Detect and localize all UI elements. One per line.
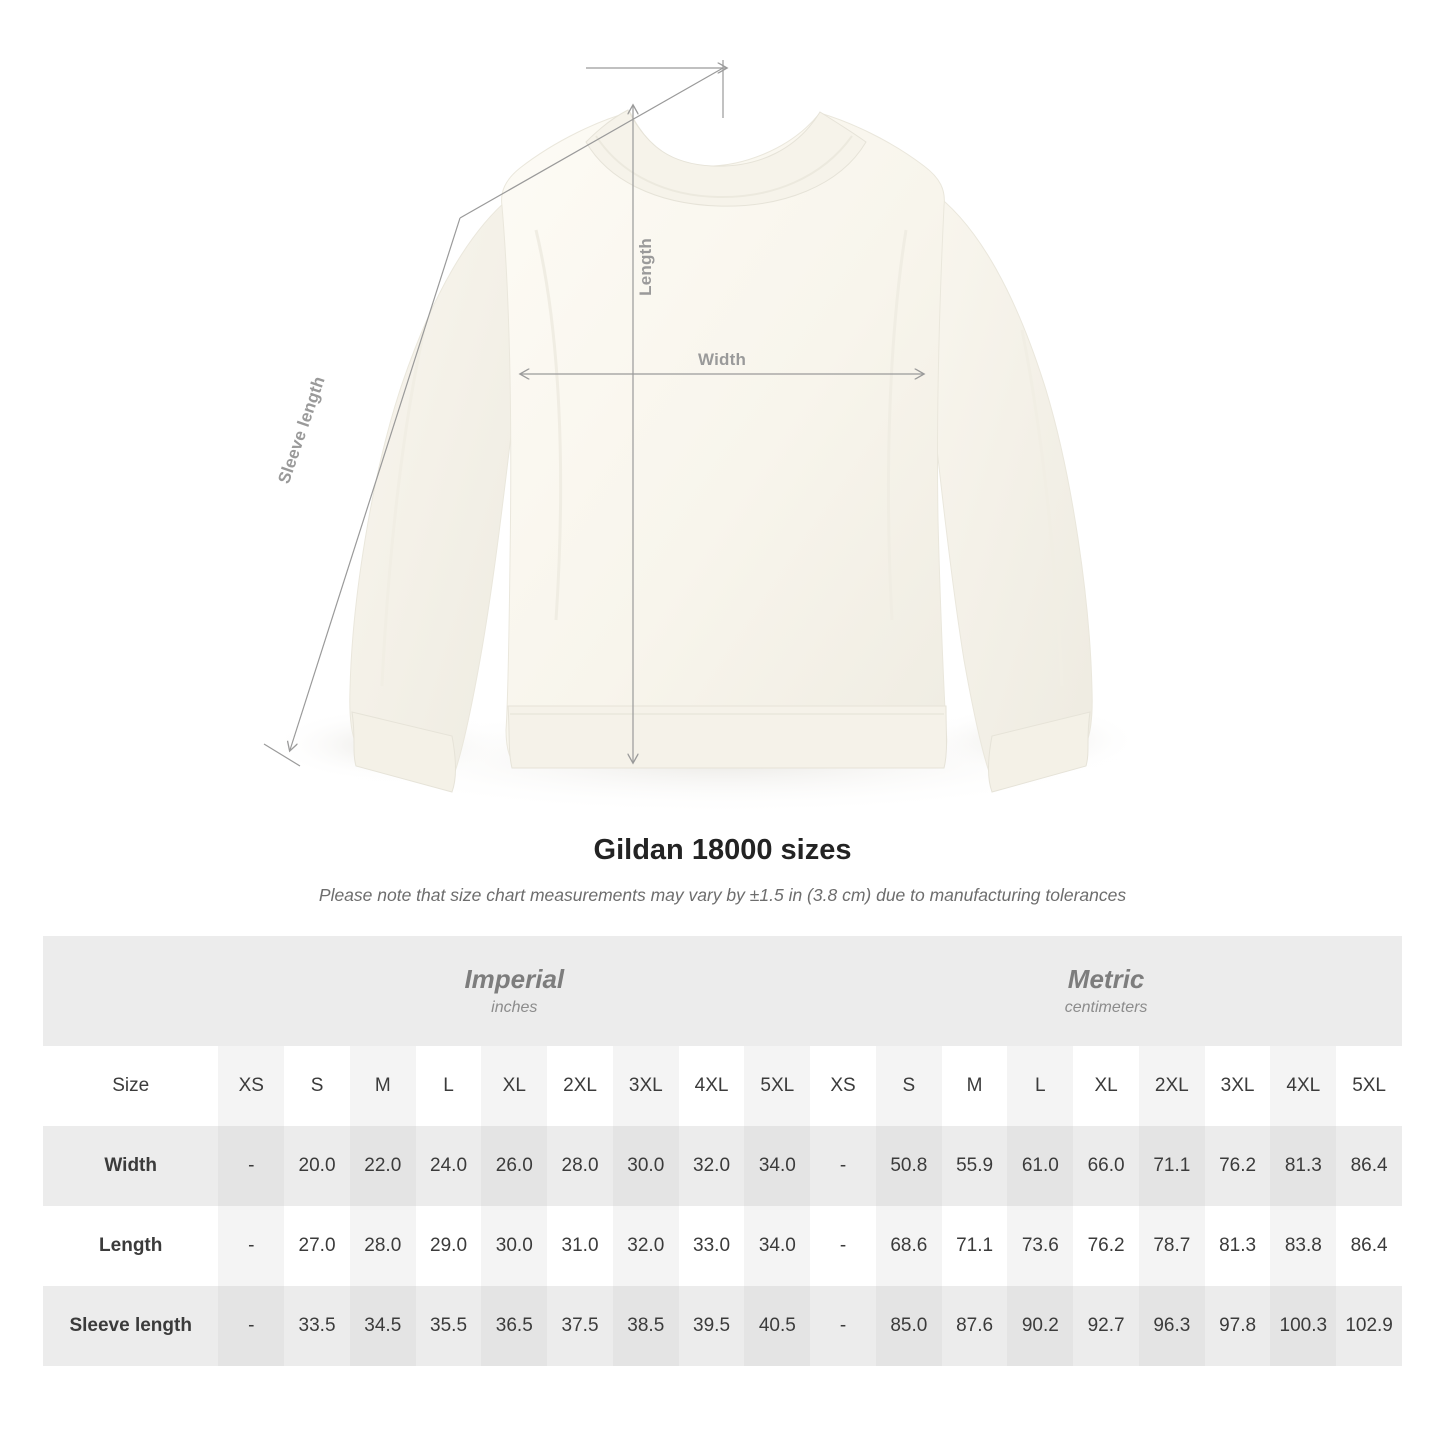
header-col-10: S — [876, 1046, 942, 1126]
cell: 85.0 — [876, 1286, 942, 1366]
cell: 68.6 — [876, 1206, 942, 1286]
header-size: Size — [43, 1046, 218, 1126]
cell: - — [810, 1206, 876, 1286]
cell: 28.0 — [350, 1206, 416, 1286]
cell: 76.2 — [1205, 1126, 1271, 1206]
cell: 33.0 — [679, 1206, 745, 1286]
length-label: Length — [636, 238, 655, 296]
cell: 81.3 — [1270, 1126, 1336, 1206]
cell: 76.2 — [1073, 1206, 1139, 1286]
header-col-12: L — [1007, 1046, 1073, 1126]
cell: - — [218, 1206, 284, 1286]
cell: 61.0 — [1007, 1126, 1073, 1206]
metric-name: Metric — [1067, 964, 1145, 995]
cell: 40.5 — [744, 1286, 810, 1366]
column-header-row — [43, 1046, 1402, 1126]
cell: 27.0 — [284, 1206, 350, 1286]
header-col-8: 5XL — [744, 1046, 810, 1126]
cell: 29.0 — [416, 1206, 482, 1286]
metric-sub: centimeters — [1064, 998, 1148, 1016]
cell: 30.0 — [613, 1126, 679, 1206]
cell: 31.0 — [547, 1206, 613, 1286]
cell: 100.3 — [1270, 1286, 1336, 1366]
header-col-13: XL — [1073, 1046, 1139, 1126]
header-col-3: L — [416, 1046, 482, 1126]
cell: - — [810, 1126, 876, 1206]
header-col-7: 4XL — [679, 1046, 745, 1126]
cell: 28.0 — [547, 1126, 613, 1206]
cell: 30.0 — [481, 1206, 547, 1286]
page-title: Gildan 18000 sizes — [593, 834, 852, 866]
width-label: Width — [698, 350, 747, 369]
header-col-6: 3XL — [613, 1046, 679, 1126]
cell: 92.7 — [1073, 1286, 1139, 1366]
header-col-5: 2XL — [547, 1046, 613, 1126]
cell: 36.5 — [481, 1286, 547, 1366]
imperial-name: Imperial — [464, 964, 565, 995]
cell: 35.5 — [416, 1286, 482, 1366]
header-col-14: 2XL — [1139, 1046, 1205, 1126]
cell: 55.9 — [942, 1126, 1008, 1206]
cell: 22.0 — [350, 1126, 416, 1206]
cell: 24.0 — [416, 1126, 482, 1206]
cell: 87.6 — [942, 1286, 1008, 1366]
header-col-15: 3XL — [1205, 1046, 1271, 1126]
cell: 83.8 — [1270, 1206, 1336, 1286]
cell: 86.4 — [1336, 1206, 1402, 1286]
unit-header-metric — [810, 936, 1402, 1046]
cell: - — [218, 1286, 284, 1366]
unit-header-row — [43, 936, 1402, 1046]
header-col-1: S — [284, 1046, 350, 1126]
cell: - — [810, 1286, 876, 1366]
row-label-sleeve-length: Sleeve length — [43, 1286, 218, 1366]
cell: 81.3 — [1205, 1206, 1271, 1286]
cell: 38.5 — [613, 1286, 679, 1366]
table-row — [43, 1286, 1402, 1366]
size-table-wrapper — [0, 936, 1445, 1366]
cell: 20.0 — [284, 1126, 350, 1206]
cell: 33.5 — [284, 1286, 350, 1366]
unit-header-spacer — [43, 936, 218, 1046]
cell: - — [218, 1126, 284, 1206]
cell: 71.1 — [1139, 1126, 1205, 1206]
cell: 50.8 — [876, 1126, 942, 1206]
unit-header-imperial — [218, 936, 810, 1046]
cell: 32.0 — [679, 1126, 745, 1206]
sleeve-length-label: Sleeve length — [274, 373, 329, 487]
header-col-9: XS — [810, 1046, 876, 1126]
cell: 90.2 — [1007, 1286, 1073, 1366]
row-label-width: Width — [43, 1126, 218, 1206]
cell: 66.0 — [1073, 1126, 1139, 1206]
cell: 34.0 — [744, 1126, 810, 1206]
cell: 37.5 — [547, 1286, 613, 1366]
cell: 102.9 — [1336, 1286, 1402, 1366]
cell: 96.3 — [1139, 1286, 1205, 1366]
cell: 71.1 — [942, 1206, 1008, 1286]
cell: 39.5 — [679, 1286, 745, 1366]
tolerance-note: Please note that size chart measurements may vary by ±1.5 in (3.8 cm) due to manufacturing tolerances — [318, 885, 1127, 905]
cell: 73.6 — [1007, 1206, 1073, 1286]
size-table — [43, 936, 1402, 1366]
cell: 26.0 — [481, 1126, 547, 1206]
header-col-11: M — [942, 1046, 1008, 1126]
header-col-2: M — [350, 1046, 416, 1126]
cell: 86.4 — [1336, 1126, 1402, 1206]
cell: 97.8 — [1205, 1286, 1271, 1366]
cell: 34.5 — [350, 1286, 416, 1366]
cell: 78.7 — [1139, 1206, 1205, 1286]
table-row — [43, 1206, 1402, 1286]
header-col-0: XS — [218, 1046, 284, 1126]
imperial-sub: inches — [491, 998, 538, 1016]
row-label-length: Length — [43, 1206, 218, 1286]
cell: 32.0 — [613, 1206, 679, 1286]
cell: 34.0 — [744, 1206, 810, 1286]
header-col-17: 5XL — [1336, 1046, 1402, 1126]
header-col-16: 4XL — [1270, 1046, 1336, 1126]
header-col-4: XL — [481, 1046, 547, 1126]
table-row — [43, 1126, 1402, 1206]
